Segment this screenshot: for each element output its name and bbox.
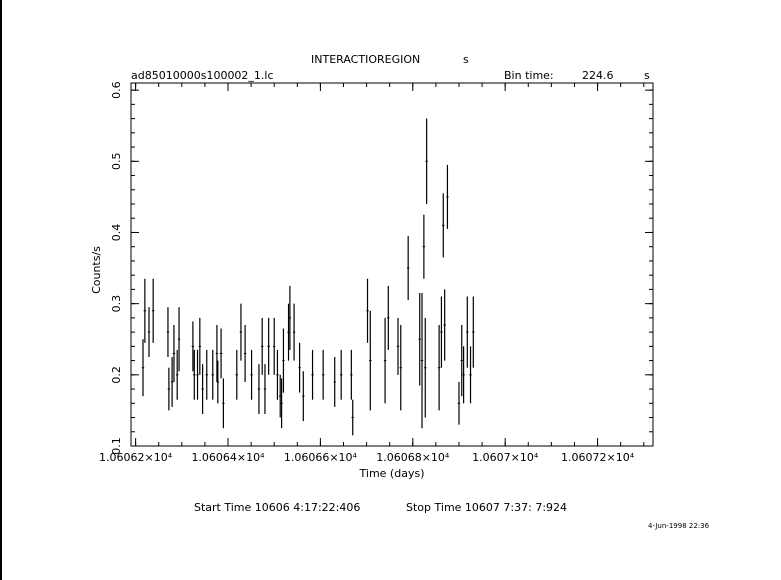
data-points — [142, 119, 475, 436]
title-suffix: s — [463, 53, 469, 66]
y-tick-label: 0.1 — [110, 437, 123, 455]
x-tick-label: 1.06072×10⁴ — [561, 451, 635, 464]
plot-timestamp: 4-Jun-1998 22:36 — [648, 522, 710, 530]
x-tick-label: 1.06064×10⁴ — [191, 451, 265, 464]
axis-ticks — [131, 83, 653, 446]
bin-time-label: Bin time: — [504, 69, 554, 82]
x-tick-label: 1.06062×10⁴ — [99, 451, 173, 464]
y-axis-label: Counts/s — [90, 246, 103, 294]
stop-time: Stop Time 10607 7:37: 7:924 — [406, 501, 568, 514]
y-tick-label: 0.2 — [110, 366, 123, 384]
x-axis-label: Time (days) — [359, 467, 425, 480]
x-tick-label: 1.0607×10⁴ — [472, 451, 539, 464]
start-time: Start Time 10606 4:17:22:406 — [194, 501, 361, 514]
x-tick-label: 1.06068×10⁴ — [376, 451, 450, 464]
plot-frame — [131, 83, 653, 446]
x-tick-label: 1.06066×10⁴ — [283, 451, 357, 464]
filename-label: ad85010000s100002_1.lc — [131, 69, 274, 82]
y-tick-label: 0.4 — [110, 223, 123, 242]
chart-title: INTERACTIOREGION — [311, 53, 421, 66]
tick-labels — [99, 81, 635, 464]
bin-time-unit: s — [644, 69, 650, 82]
y-tick-label: 0.6 — [110, 81, 123, 99]
y-tick-label: 0.5 — [110, 152, 123, 171]
bin-time-value: 224.6 — [582, 69, 614, 82]
y-tick-label: 0.3 — [110, 294, 123, 313]
